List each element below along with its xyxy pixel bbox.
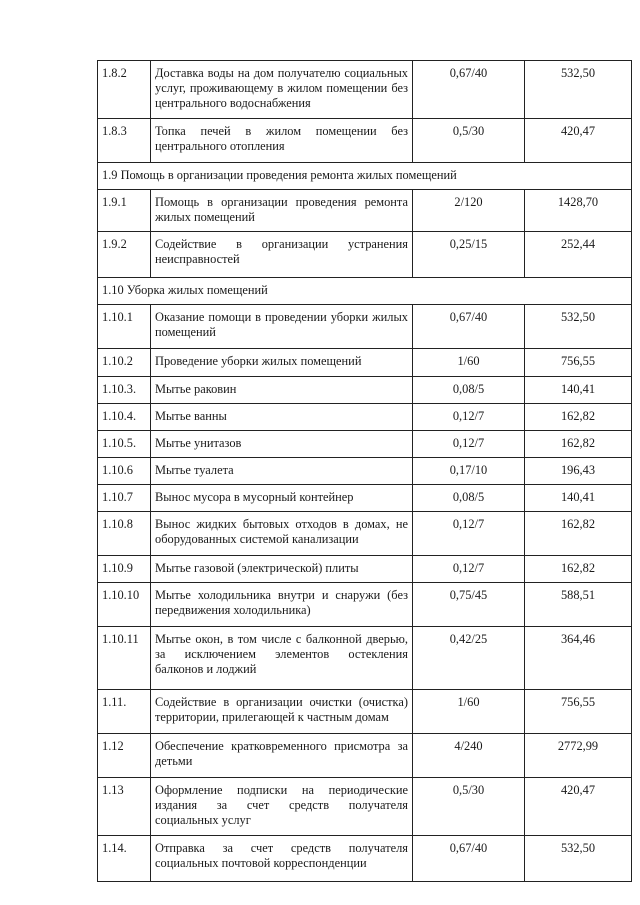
row-code: 1.11. — [98, 690, 151, 734]
table-row — [98, 627, 632, 690]
row-description: Содействие в организации устранения неисправностей — [151, 232, 413, 278]
row-description: Мытье ванны — [151, 404, 413, 431]
row-price: 420,47 — [525, 778, 632, 836]
row-time-norm: 0,12/7 — [413, 404, 525, 431]
row-price: 364,46 — [525, 627, 632, 690]
table-row — [98, 836, 632, 882]
table-row — [98, 431, 632, 458]
row-price: 588,51 — [525, 583, 632, 627]
row-description: Вынос жидких бытовых отходов в домах, не оборудованных системой канализации — [151, 512, 413, 556]
row-description: Отправка за счет средств получателя социальных почтовой корреспонденции — [151, 836, 413, 882]
table-row — [98, 778, 632, 836]
row-code: 1.9.2 — [98, 232, 151, 278]
row-time-norm: 0,12/7 — [413, 431, 525, 458]
table-row — [98, 458, 632, 485]
row-description: Мытье туалета — [151, 458, 413, 485]
row-time-norm: 0,67/40 — [413, 61, 525, 119]
row-description: Мытье холодильника внутри и снаружи (без передвижения холодильника) — [151, 583, 413, 627]
row-price: 2772,99 — [525, 734, 632, 778]
row-code: 1.10.7 — [98, 485, 151, 512]
row-time-norm: 0,42/25 — [413, 627, 525, 690]
row-time-norm: 0,12/7 — [413, 512, 525, 556]
row-price: 532,50 — [525, 305, 632, 349]
row-price: 532,50 — [525, 61, 632, 119]
section-heading: 1.9 Помощь в организации проведения ремонта жилых помещений — [98, 163, 632, 190]
row-code: 1.10.1 — [98, 305, 151, 349]
row-price: 252,44 — [525, 232, 632, 278]
row-code: 1.13 — [98, 778, 151, 836]
row-price: 162,82 — [525, 556, 632, 583]
table-row — [98, 119, 632, 163]
row-code: 1.14. — [98, 836, 151, 882]
section-row — [98, 278, 632, 305]
row-price: 420,47 — [525, 119, 632, 163]
row-code: 1.10.6 — [98, 458, 151, 485]
section-heading: 1.10 Уборка жилых помещений — [98, 278, 632, 305]
row-price: 196,43 — [525, 458, 632, 485]
row-code: 1.10.8 — [98, 512, 151, 556]
table-row — [98, 190, 632, 232]
row-time-norm: 0,5/30 — [413, 778, 525, 836]
row-time-norm: 4/240 — [413, 734, 525, 778]
table-row — [98, 512, 632, 556]
table-row — [98, 404, 632, 431]
row-description: Вынос мусора в мусорный контейнер — [151, 485, 413, 512]
row-time-norm: 1/60 — [413, 690, 525, 734]
row-description: Оказание помощи в проведении уборки жилых помещений — [151, 305, 413, 349]
row-code: 1.10.2 — [98, 349, 151, 377]
row-description: Мытье раковин — [151, 377, 413, 404]
row-code: 1.9.1 — [98, 190, 151, 232]
row-code: 1.10.3. — [98, 377, 151, 404]
row-time-norm: 2/120 — [413, 190, 525, 232]
section-row — [98, 163, 632, 190]
row-description: Помощь в организации проведения ремонта жилых помещений — [151, 190, 413, 232]
row-time-norm: 1/60 — [413, 349, 525, 377]
row-description: Проведение уборки жилых помещений — [151, 349, 413, 377]
table-row — [98, 734, 632, 778]
row-price: 756,55 — [525, 349, 632, 377]
row-code: 1.10.5. — [98, 431, 151, 458]
table-row — [98, 583, 632, 627]
row-description: Мытье газовой (электрической) плиты — [151, 556, 413, 583]
row-time-norm: 0,25/15 — [413, 232, 525, 278]
row-price: 162,82 — [525, 404, 632, 431]
row-price: 140,41 — [525, 377, 632, 404]
row-time-norm: 0,67/40 — [413, 836, 525, 882]
row-description: Обеспечение кратковременного присмотра за детьми — [151, 734, 413, 778]
table-row — [98, 61, 632, 119]
row-price: 140,41 — [525, 485, 632, 512]
row-time-norm: 0,08/5 — [413, 485, 525, 512]
row-description: Мытье унитазов — [151, 431, 413, 458]
table-row — [98, 232, 632, 278]
row-description: Оформление подписки на периодические издания за счет средств получателя социальных услуг — [151, 778, 413, 836]
row-price: 162,82 — [525, 431, 632, 458]
table-row — [98, 556, 632, 583]
row-code: 1.12 — [98, 734, 151, 778]
row-code: 1.10.4. — [98, 404, 151, 431]
row-time-norm: 0,5/30 — [413, 119, 525, 163]
row-time-norm: 0,08/5 — [413, 377, 525, 404]
row-code: 1.10.11 — [98, 627, 151, 690]
table-row — [98, 377, 632, 404]
row-time-norm: 0,17/10 — [413, 458, 525, 485]
row-code: 1.10.9 — [98, 556, 151, 583]
row-description: Мытье окон, в том числе с балконной дверью, за исключением элементов остекления балконов и лоджий — [151, 627, 413, 690]
row-price: 1428,70 — [525, 190, 632, 232]
row-time-norm: 0,67/40 — [413, 305, 525, 349]
row-code: 1.8.3 — [98, 119, 151, 163]
row-time-norm: 0,12/7 — [413, 556, 525, 583]
row-description: Содействие в организации очистки (очистка) территории, прилегающей к частным домам — [151, 690, 413, 734]
row-price: 756,55 — [525, 690, 632, 734]
services-table — [97, 60, 632, 882]
row-code: 1.10.10 — [98, 583, 151, 627]
table-row — [98, 349, 632, 377]
row-code: 1.8.2 — [98, 61, 151, 119]
row-description: Топка печей в жилом помещении без центрального отопления — [151, 119, 413, 163]
row-time-norm: 0,75/45 — [413, 583, 525, 627]
table-row — [98, 690, 632, 734]
table-row — [98, 485, 632, 512]
row-price: 162,82 — [525, 512, 632, 556]
table-row — [98, 305, 632, 349]
row-price: 532,50 — [525, 836, 632, 882]
row-description: Доставка воды на дом получателю социальных услуг, проживающему в жилом помещении без центрального водоснабжения — [151, 61, 413, 119]
